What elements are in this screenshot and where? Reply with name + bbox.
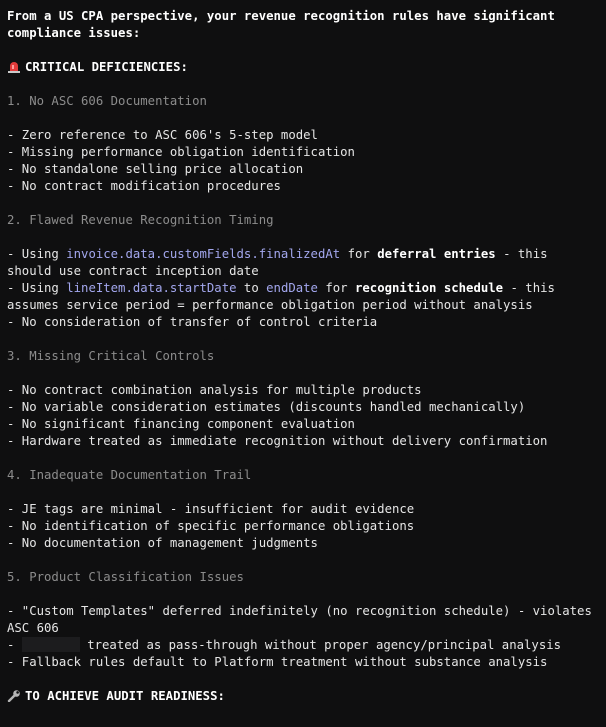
redacted-block (22, 637, 80, 652)
list-item: - No contract combination analysis for multiple products (7, 383, 422, 397)
list-item: - Missing performance obligation identification (7, 145, 355, 159)
list-item: - No variable consideration estimates (discounts handled mechanically) (7, 400, 526, 414)
code-reference: invoice.data.customFields.finalizedAt (66, 247, 341, 261)
section-title: 2. Flawed Revenue Recognition Timing (7, 213, 274, 227)
wrench-icon (7, 689, 21, 702)
audit-heading-label: TO ACHIEVE AUDIT READINESS: (25, 689, 225, 703)
intro-text: From a US CPA perspective, your revenue recognition rules have significant compliance issues: (7, 9, 563, 40)
list-item: - Zero reference to ASC 606's 5-step model (7, 128, 318, 142)
list-item: - Using invoice.data.customFields.finalizedAt for deferral entries - this should use contract inception date (7, 247, 555, 278)
code-reference: lineItem.data.startDate (66, 281, 237, 295)
critical-heading-label: CRITICAL DEFICIENCIES: (25, 60, 188, 74)
section-title: 3. Missing Critical Controls (7, 349, 215, 363)
list-item: - No contract modification procedures (7, 179, 281, 193)
list-item: - JE tags are minimal - insufficient for audit evidence (7, 502, 415, 516)
list-item: - Using lineItem.data.startDate to endDate for recognition schedule - this assumes service period = performance obligation period without analysis (7, 281, 563, 312)
section-title: 1. No ASC 606 Documentation (7, 94, 207, 108)
list-item: - No significant financing component evaluation (7, 417, 355, 431)
list-item: - No documentation of management judgments (7, 536, 318, 550)
critical-heading (7, 59, 598, 76)
section-title: 5. Product Classification Issues (7, 570, 244, 584)
list-item: - No standalone selling price allocation (7, 162, 304, 176)
list-item: - No identification of specific performance obligations (7, 519, 415, 533)
list-item: - Hardware treated as immediate recognition without delivery confirmation (7, 434, 548, 448)
siren-icon (7, 60, 21, 73)
section-title: 4. Inadequate Documentation Trail (7, 468, 252, 482)
audit-heading (7, 688, 598, 705)
list-item: - No consideration of transfer of control criteria (7, 315, 378, 329)
code-reference: endDate (266, 281, 318, 295)
list-item: - "Custom Templates" deferred indefinitely (no recognition schedule) - violates ASC 606 (7, 604, 600, 635)
list-item: - treated as pass-through without proper agency/principal analysis (7, 638, 562, 652)
list-item: - Fallback rules default to Platform treatment without substance analysis (7, 655, 548, 669)
